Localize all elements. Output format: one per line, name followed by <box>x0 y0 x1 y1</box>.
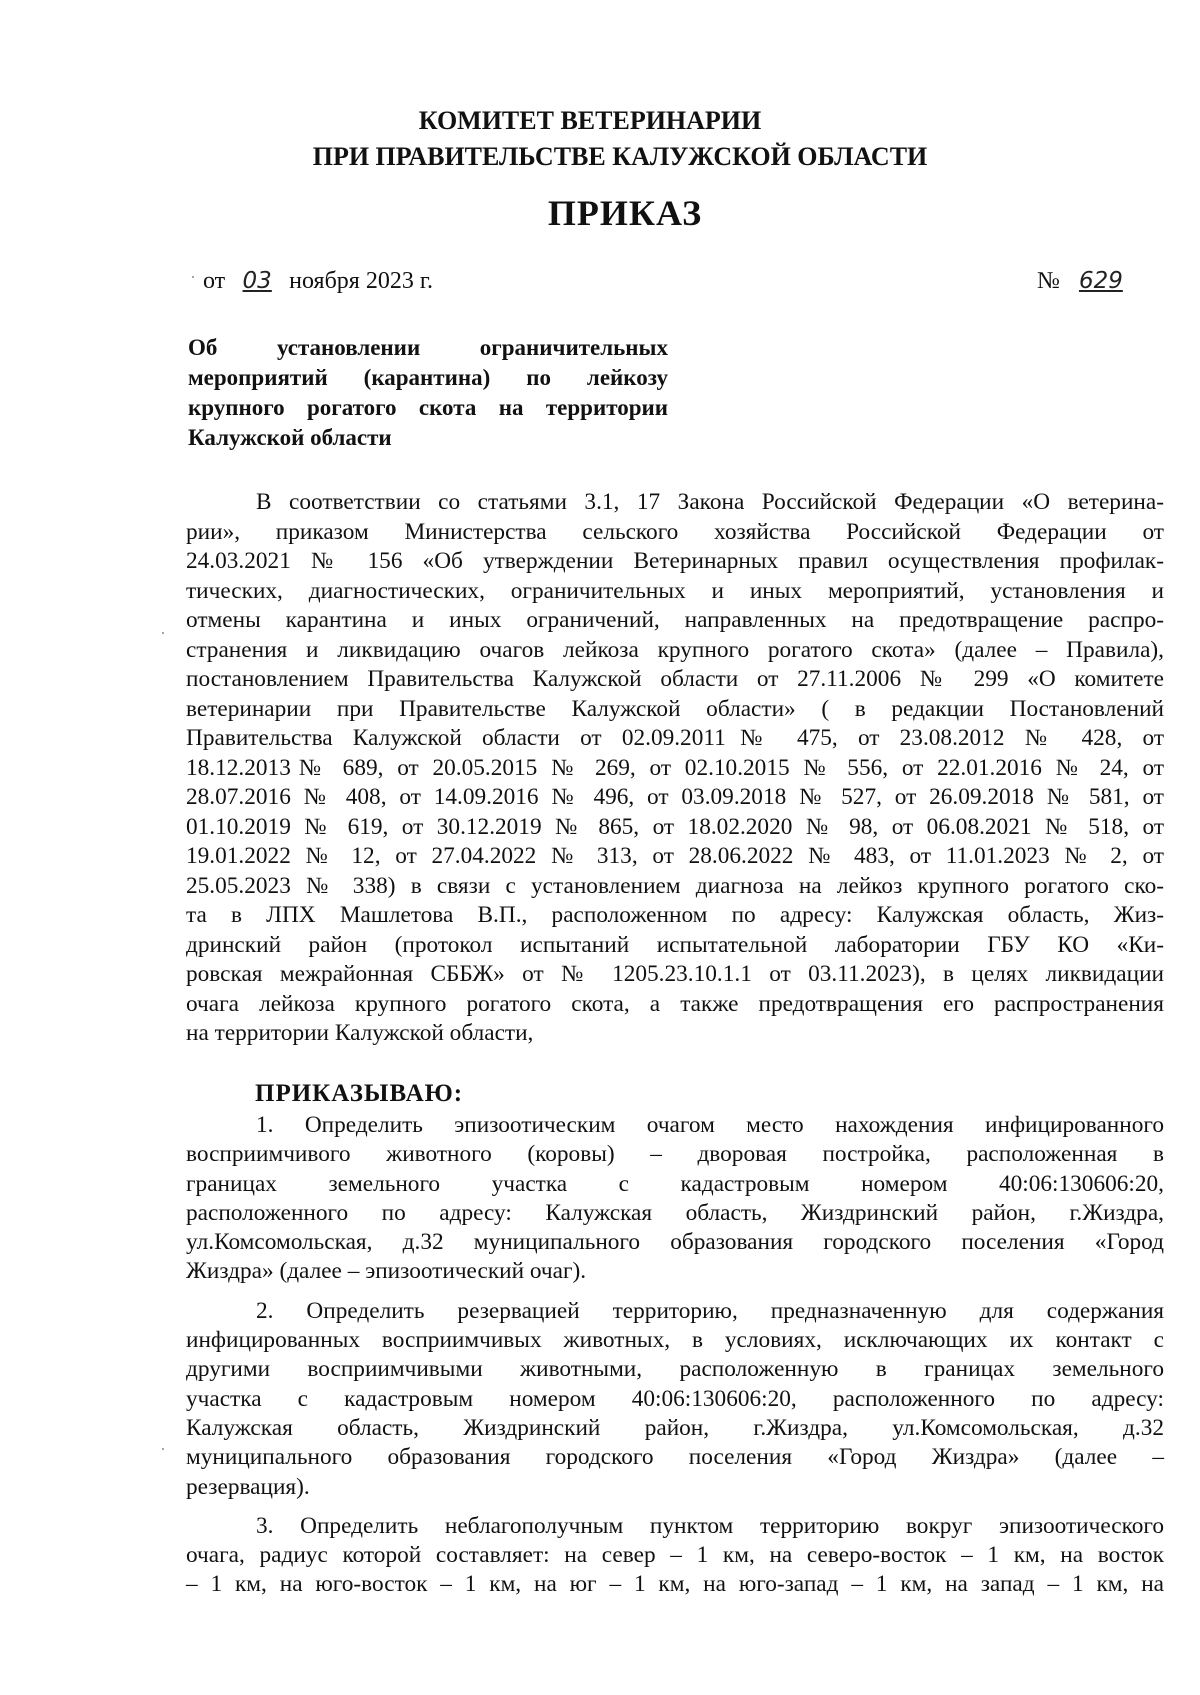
document-type-title: ПРИКАЗ <box>547 193 703 233</box>
preamble-line: 01.10.2019 № 619, от 30.12.2019 № 865, от 18.02.2020 № 98, от 06.08.2021 № 518, от <box>186 813 1164 840</box>
date-prefix: от <box>203 268 226 294</box>
scan-speck <box>192 276 194 278</box>
subject-line: Об установлении ограничительных <box>188 335 668 360</box>
document-number <box>1037 268 1136 295</box>
preamble-line: 24.03.2021 № 156 «Об утверждении Ветеринарных правил осуществления профилак- <box>186 548 1164 574</box>
item-line: 3. Определить неблагополучным пунктом территорию вокруг эпизоотического <box>256 1512 1164 1539</box>
item-line: инфицированных восприимчивых животных, в условиях, исключающих их контакт с <box>186 1327 1164 1354</box>
order-item-1 <box>186 1111 1164 1287</box>
item-line: 2. Определить резервацией территорию, предназначенную для содержания <box>256 1297 1164 1324</box>
order-items <box>186 1111 1164 1600</box>
preamble-line: дринский район (протокол испытаний испытательной лаборатории ГБУ КО «Ки- <box>186 931 1164 958</box>
scan-speck <box>162 632 164 634</box>
preamble-line: та в ЛПХ Машлетова В.П., расположенном по адресу: Калужская область, Жиз- <box>186 902 1164 928</box>
item-line: другими восприимчивыми животными, расположенную в границах земельного <box>186 1356 1164 1383</box>
preamble-line: тических, диагностических, ограничительных и иных мероприятий, установления и <box>186 577 1164 604</box>
item-line: Калужская область, Жиздринский район, г.Жиздра, ул.Комсомольская, д.32 <box>186 1414 1164 1441</box>
agency-name-line1: КОМИТЕТ ВЕТЕРИНАРИИ <box>418 106 762 135</box>
preamble-line: 18.12.2013№ 689, от 20.05.2015 № 269, от 02.10.2015 № 556, от 22.01.2016 № 24, от <box>186 754 1164 781</box>
agency-name-line2: ПРИ ПРАВИТЕЛЬСТВЕ КАЛУЖСКОЙ ОБЛАСТИ <box>312 142 928 171</box>
order-item-2 <box>186 1297 1164 1502</box>
scan-speck <box>162 1448 164 1450</box>
number-handwritten: 629 <box>1078 268 1123 294</box>
preamble-line: ветеринарии при Правительстве Калужской области» ( в редакции Постановлений <box>186 695 1164 722</box>
order-heading: ПРИКАЗЫВАЮ: <box>255 1080 464 1107</box>
preamble-line: 19.01.2022 № 12, от 27.04.2022 № 313, от 28.06.2022 № 483, от 11.01.2023 № 2, от <box>186 843 1164 869</box>
item-line: – 1 км, на юго-восток – 1 км, на юг – 1 км, на юго-запад – 1 км, на запад – 1 км, на <box>186 1571 1164 1598</box>
preamble-line: постановлением Правительства Калужской области от 27.11.2006 № 299 «О комитете <box>186 666 1164 692</box>
item-line: ул.Комсомольская, д.32 муниципального образования городского поселения «Город <box>186 1229 1164 1256</box>
item-line: участка с кадастровым номером 40:06:130606:20, расположенного по адресу: <box>186 1385 1164 1412</box>
document-subject <box>188 333 668 453</box>
number-prefix: № <box>1037 268 1060 294</box>
item-line: очага, радиус которой составляет: на север – 1 км, на северо-восток – 1 км, на восток <box>186 1542 1164 1569</box>
item-line: муниципального образования городского поселения «Город Жиздра» (далее – <box>186 1444 1164 1471</box>
item-line: восприимчивого животного (коровы) – дворовая постройка, расположенная в <box>186 1141 1164 1168</box>
preamble-line: странения и ликвидацию очагов лейкоза крупного рогатого скота» (далее – Правила), <box>186 636 1164 663</box>
order-item-3 <box>186 1512 1164 1600</box>
preamble-line: очага лейкоза крупного рогатого скота, а также предотвращения его распространения <box>186 990 1164 1017</box>
preamble-line: 25.05.2023 № 338) в связи с установлением диагноза на лейкоз крупного рогатого ско- <box>186 872 1164 899</box>
item-line: 1. Определить эпизоотическим очагом место нахождения инфицированного <box>256 1112 1164 1138</box>
item-line: Жиздра» (далее – эпизоотический очаг). <box>186 1258 587 1285</box>
subject-line: Калужской области <box>188 425 392 450</box>
date-day-handwritten: 03 <box>242 268 272 294</box>
preamble-line: рии», приказом Министерства сельского хозяйства Российской Федерации от <box>186 518 1164 545</box>
item-line: границах земельного участка с кадастровым номером 40:06:130606:20, <box>186 1170 1164 1197</box>
preamble-line: отмены карантина и иных ограничений, направленных на предотвращение распро- <box>186 607 1164 633</box>
document-date <box>203 268 433 295</box>
item-line: расположенного по адресу: Калужская область, Жиздринский район, г.Жиздра, <box>186 1199 1164 1226</box>
preamble-line: на территории Калужской области, <box>186 1020 534 1046</box>
subject-line: мероприятий (карантина) по лейкозу <box>188 365 668 390</box>
preamble-paragraph <box>186 488 1164 1049</box>
preamble-line: 28.07.2016 № 408, от 14.09.2016 № 496, от 03.09.2018 № 527, от 26.09.2018 № 581, от <box>186 784 1164 810</box>
preamble-line: ровская межрайонная СББЖ» от № 1205.23.10.1.1 от 03.11.2023), в целях ликвидации <box>186 961 1164 987</box>
date-month-year: ноября 2023 г. <box>289 268 433 294</box>
item-line: резервация). <box>186 1473 310 1500</box>
subject-line: крупного рогатого скота на территории <box>188 395 668 420</box>
preamble-line: В соответствии со статьями 3.1, 17 Закона Российской Федерации «О ветерина- <box>256 489 1164 515</box>
preamble-line: Правительства Калужской области от 02.09.2011№ 475, от 23.08.2012 № 428, от <box>186 725 1164 751</box>
